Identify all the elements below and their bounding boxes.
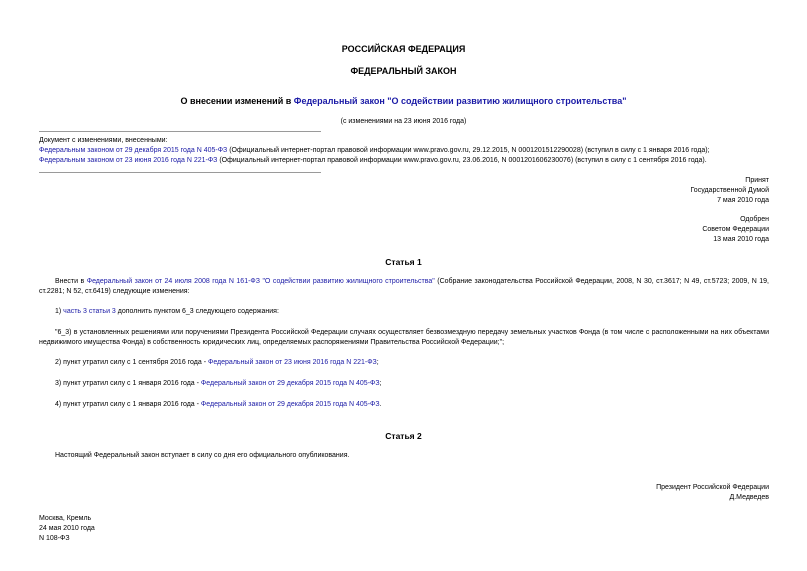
article-1-quote: "6_3) в установленных решениями или поручениями Президента Российской Федерации случаях осуществляет безвозмездную передачу земельных участков Фонда (в том числе с расположенными на них объектами недвижимого имущества Фонда) в собственность юридических лиц, определяемых распоряжениями Правительства Российской Федерации;"; [39,329,769,346]
law-161-link[interactable]: Федеральный закон от 24 июля 2008 года N 161-ФЗ "О содействии развитию жилищного строительства" [86,278,435,285]
point-text: 2) пункт утратил силу с 1 сентября 2016 года - [55,359,208,366]
point-end: ; [376,359,379,366]
adopted-block [690,176,769,206]
article-1-point-1 [39,307,769,317]
article-1-point-3 [39,379,769,389]
intro-post: (Собрание законодательства Российской Федерации, 2008, N 30, ст.3617; N 49, ст.5723; 2009, N 19, ст.2281; N 52, ст.6419) следующие изменения: [39,278,770,295]
signature-block [656,483,769,503]
law-number: N 108-ФЗ [39,535,70,542]
changes-bottom-rule [39,172,321,173]
law-221-link[interactable]: Федеральный закон от 23 июня 2016 года N 221-ФЗ [208,359,377,366]
change-text: (Официальный интернет-портал правовой информации www.pravo.gov.ru, 23.06.2016, N 0001201606230076) (вступил в силу с 1 сентября 2016 года). [217,157,707,164]
title-prefix: О внесении изменений в [180,96,294,106]
point-text: дополнить пунктом 6_3 следующего содержания: [115,308,279,315]
point-text: 4) пункт утратил силу с 1 января 2016 года - [55,401,201,408]
place-block [39,514,769,544]
adopted-label: Принят [745,177,769,184]
change-text: (Официальный интернет-портал правовой информации www.pravo.gov.ru, 29.12.2015, N 0001201512290028) (вступил в силу с 1 января 2016 года); [227,147,710,154]
changes-top-rule [39,131,321,132]
law-type-heading: ФЕДЕРАЛЬНЫЙ ЗАКОН [350,66,457,76]
intro-pre: Внести в [55,278,87,285]
article-1-intro [39,277,769,297]
article-1-point-4 [39,400,769,410]
law-405-link[interactable]: Федеральный закон от 29 декабря 2015 года N 405-ФЗ [200,380,380,387]
approved-block [702,215,769,245]
place-date: 24 мая 2010 года [39,525,95,532]
changes-block [39,136,769,166]
place-city: Москва, Кремль [39,515,92,522]
adopted-body: Государственной Думой [690,187,769,194]
part-3-article-3-link[interactable]: часть 3 статьи 3 [63,308,116,315]
change-item [39,156,769,166]
approved-body: Советом Федерации [702,226,769,233]
point-end: . [379,401,382,408]
point-end: ; [379,380,382,387]
title-law-link[interactable]: Федеральный закон "О содействии развитию жилищного строительства" [293,96,627,106]
article-1-heading: Статья 1 [385,257,422,267]
approved-label: Одобрен [740,216,769,223]
adopted-date: 7 мая 2010 года [717,197,769,204]
point-number: 1) [55,308,64,315]
change-item [39,146,769,156]
revision-note: (с изменениями на 23 июня 2016 года) [340,118,467,125]
federation-heading: РОССИЙСКАЯ ФЕДЕРАЦИЯ [341,44,466,54]
article-1-point-2 [39,358,769,368]
document-title [0,96,807,106]
article-2-text: Настоящий Федеральный закон вступает в силу со дня его официального опубликования. [55,452,350,459]
point-text: 3) пункт утратил силу с 1 января 2016 года - [55,380,201,387]
change-link-405[interactable]: Федеральным законом от 29 декабря 2015 года N 405-ФЗ [39,147,228,154]
change-link-221[interactable]: Федеральным законом от 23 июня 2016 года N 221-ФЗ [39,157,218,164]
changes-intro: Документ с изменениями, внесенными: [39,137,168,144]
article-2-heading: Статья 2 [385,431,422,441]
law-405-link[interactable]: Федеральный закон от 29 декабря 2015 года N 405-ФЗ [200,401,380,408]
signature-title: Президент Российской Федерации [656,484,769,491]
approved-date: 13 мая 2010 года [713,236,769,243]
signature-name: Д.Медведев [729,494,769,501]
